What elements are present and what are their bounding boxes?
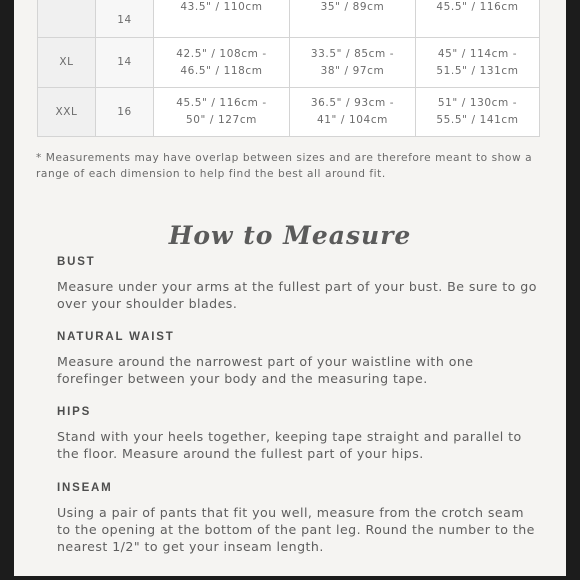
section-body: Stand with your heels together, keeping tape straight and parallel to the floor. Measure around the fullest part of your hips. [57,429,522,461]
bust-cell [154,88,290,137]
waist-range-high: 38" / 97cm [320,64,385,77]
waist-range-low: 36.5" / 93cm - [310,97,395,109]
waist-range-low: 33.5" / 85cm - [310,47,395,60]
bust-range-low: 42.5" / 108cm - [176,47,267,60]
size-cell [38,88,96,137]
bust-range-low: 45.5" / 116cm - [176,97,267,109]
waist-cell [290,88,416,137]
pt-cell [96,88,154,137]
pt-cell [96,38,154,88]
waist-cell [290,0,416,38]
size-guide-page [14,0,566,576]
pt-value: 14 [117,13,132,26]
measure-section-hips [57,405,537,462]
waist-range-high: 41" / 104cm [316,114,389,126]
pt-value: 14 [117,56,132,68]
section-heading: NATURAL WAIST [57,331,175,343]
measurement-note: * Measurements may have overlap between sizes and are therefore meant to show a range of each dimension to help find the best all around fit. [36,151,533,180]
waist-value: 35" / 89cm [320,0,385,13]
pt-cell [96,0,154,38]
waist-cell [290,38,416,88]
size-label: XL [59,56,74,68]
measure-section-inseam [57,481,537,555]
hips-cell [416,88,540,137]
size-cell [38,38,96,88]
bust-cell [154,38,290,88]
size-label: XXL [55,105,78,118]
section-heading: INSEAM [57,482,113,494]
table-row [38,38,540,88]
hips-cell [416,38,540,88]
bust-range-high: 46.5" / 118cm [180,64,263,77]
size-cell [38,0,96,38]
hips-range-high: 55.5" / 141cm [436,114,519,126]
section-body: Using a pair of pants that fit you well, measure from the crotch seam to the opening at the bottom of the pant leg. Round the number to the nearest 1/2" to get your inseam length. [57,505,535,554]
measure-section-natural-waist [57,330,537,387]
hips-cell [416,0,540,38]
how-to-measure-title: How to Measure [168,220,412,250]
table-row [38,88,540,137]
section-body: Measure under your arms at the fullest part of your bust. Be sure to go over your shoulder blades. [57,279,537,311]
table-row [38,0,540,38]
hips-range-high: 51.5" / 131cm [436,64,519,77]
hips-value: 45.5" / 116cm [436,0,519,13]
size-chart-table [37,0,540,137]
measure-section-bust [57,255,537,312]
hips-range-low: 51" / 130cm - [437,97,518,109]
section-heading: HIPS [57,406,92,418]
bust-range-high: 50" / 127cm [185,114,258,126]
pt-value: 16 [117,105,132,118]
bust-cell [154,0,290,38]
bust-value: 43.5" / 110cm [180,0,263,13]
section-body: Measure around the narrowest part of your waistline with one forefinger between your body and the measuring tape. [57,354,474,386]
hips-range-low: 45" / 114cm - [437,47,518,60]
section-heading: BUST [57,256,96,268]
